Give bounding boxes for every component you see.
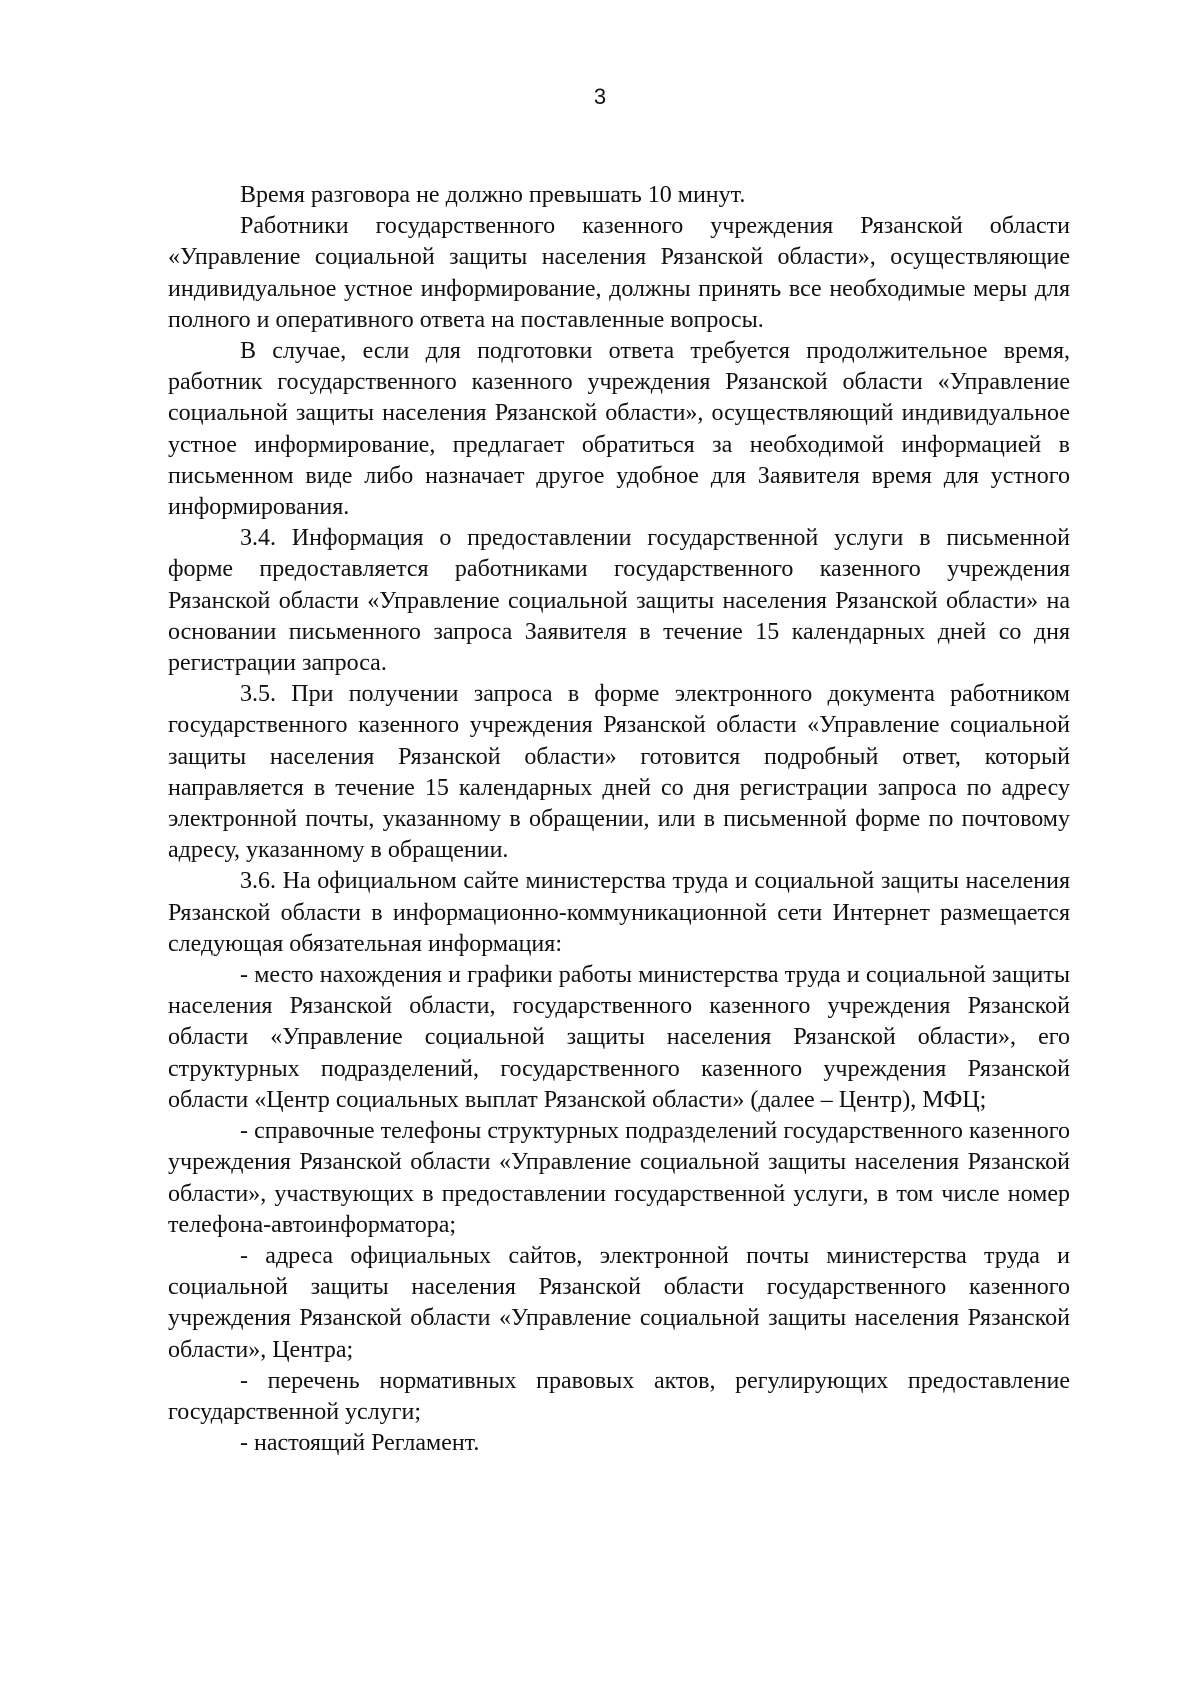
list-item-website-addresses: - адреса официальных сайтов, электронной почты министерства труда и социальной защиты населения Рязанской области государственного казенного учреждения Рязанской области «Управление социальной защиты населения Рязанской области», Центра;: [168, 1242, 1070, 1363]
list-item-regulation: - настоящий Регламент.: [240, 1430, 480, 1457]
paragraph-3-6-website-info: 3.6. На официальном сайте министерства труда и социальной защиты населения Рязанской области в информационно-коммуникационной сети Интернет размещается следующая обязательная информация:: [168, 868, 1070, 957]
paragraph-3-4-written-info: 3.4. Информация о предоставлении государственной услуги в письменной форме предоставляется работниками государственного казенного учреждения Рязанской области «Управление социальной защиты населения Рязанской области» на основании письменного запроса Заявителя в течение 15 календарных дней со дня регистрации запроса.: [168, 525, 1070, 677]
page-number: 3: [593, 84, 607, 109]
list-item-reference-phones: - справочные телефоны структурных подразделений государственного казенного учреждения Рязанской области «Управление социальной защиты населения Рязанской области», участвующих в предоставлении государственной услуги, в том числе номер телефона-автоинформатора;: [168, 1118, 1070, 1238]
list-item-legal-acts: - перечень нормативных правовых актов, регулирующих предоставление государственной услуги;: [168, 1367, 1070, 1425]
document-body: [168, 180, 1070, 1459]
paragraph-workers-oral-info: Работники государственного казенного учреждения Рязанской области «Управление социальной защиты населения Рязанской области», осуществляющие индивидуальное устное информирование, должны принять все необходимые меры для полного и оперативного ответа на поставленные вопросы.: [168, 213, 1070, 333]
list-item-locations-schedules: - место нахождения и графики работы министерства труда и социальной защиты населения Рязанской области, государственного казенного учреждения Рязанской области «Управление социальной защиты населения Рязанской области», его структурных подразделений, государственного казенного учреждения Рязанской области «Центр социальных выплат Рязанской области» (далее – Центр), МФЦ;: [168, 962, 1070, 1113]
paragraph-3-5-electronic-request: 3.5. При получении запроса в форме электронного документа работником государственного казенного учреждения Рязанской области «Управление социальной защиты населения Рязанской области» готовится подробный ответ, который направляется в течение 15 календарных дней со дня регистрации запроса по адресу электронной почты, указанному в обращении, или в письменной форме по почтовому адресу, указанному в обращении.: [168, 681, 1070, 864]
paragraph-long-preparation: В случае, если для подготовки ответа требуется продолжительное время, работник государственного казенного учреждения Рязанской области «Управление социальной защиты населения Рязанской области», осуществляющий индивидуальное устное информирование, предлагает обратиться за необходимой информацией в письменном виде либо назначает другое удобное для Заявителя время для устного информирования.: [168, 338, 1070, 521]
paragraph-call-duration: Время разговора не должно превышать 10 минут.: [240, 182, 746, 208]
